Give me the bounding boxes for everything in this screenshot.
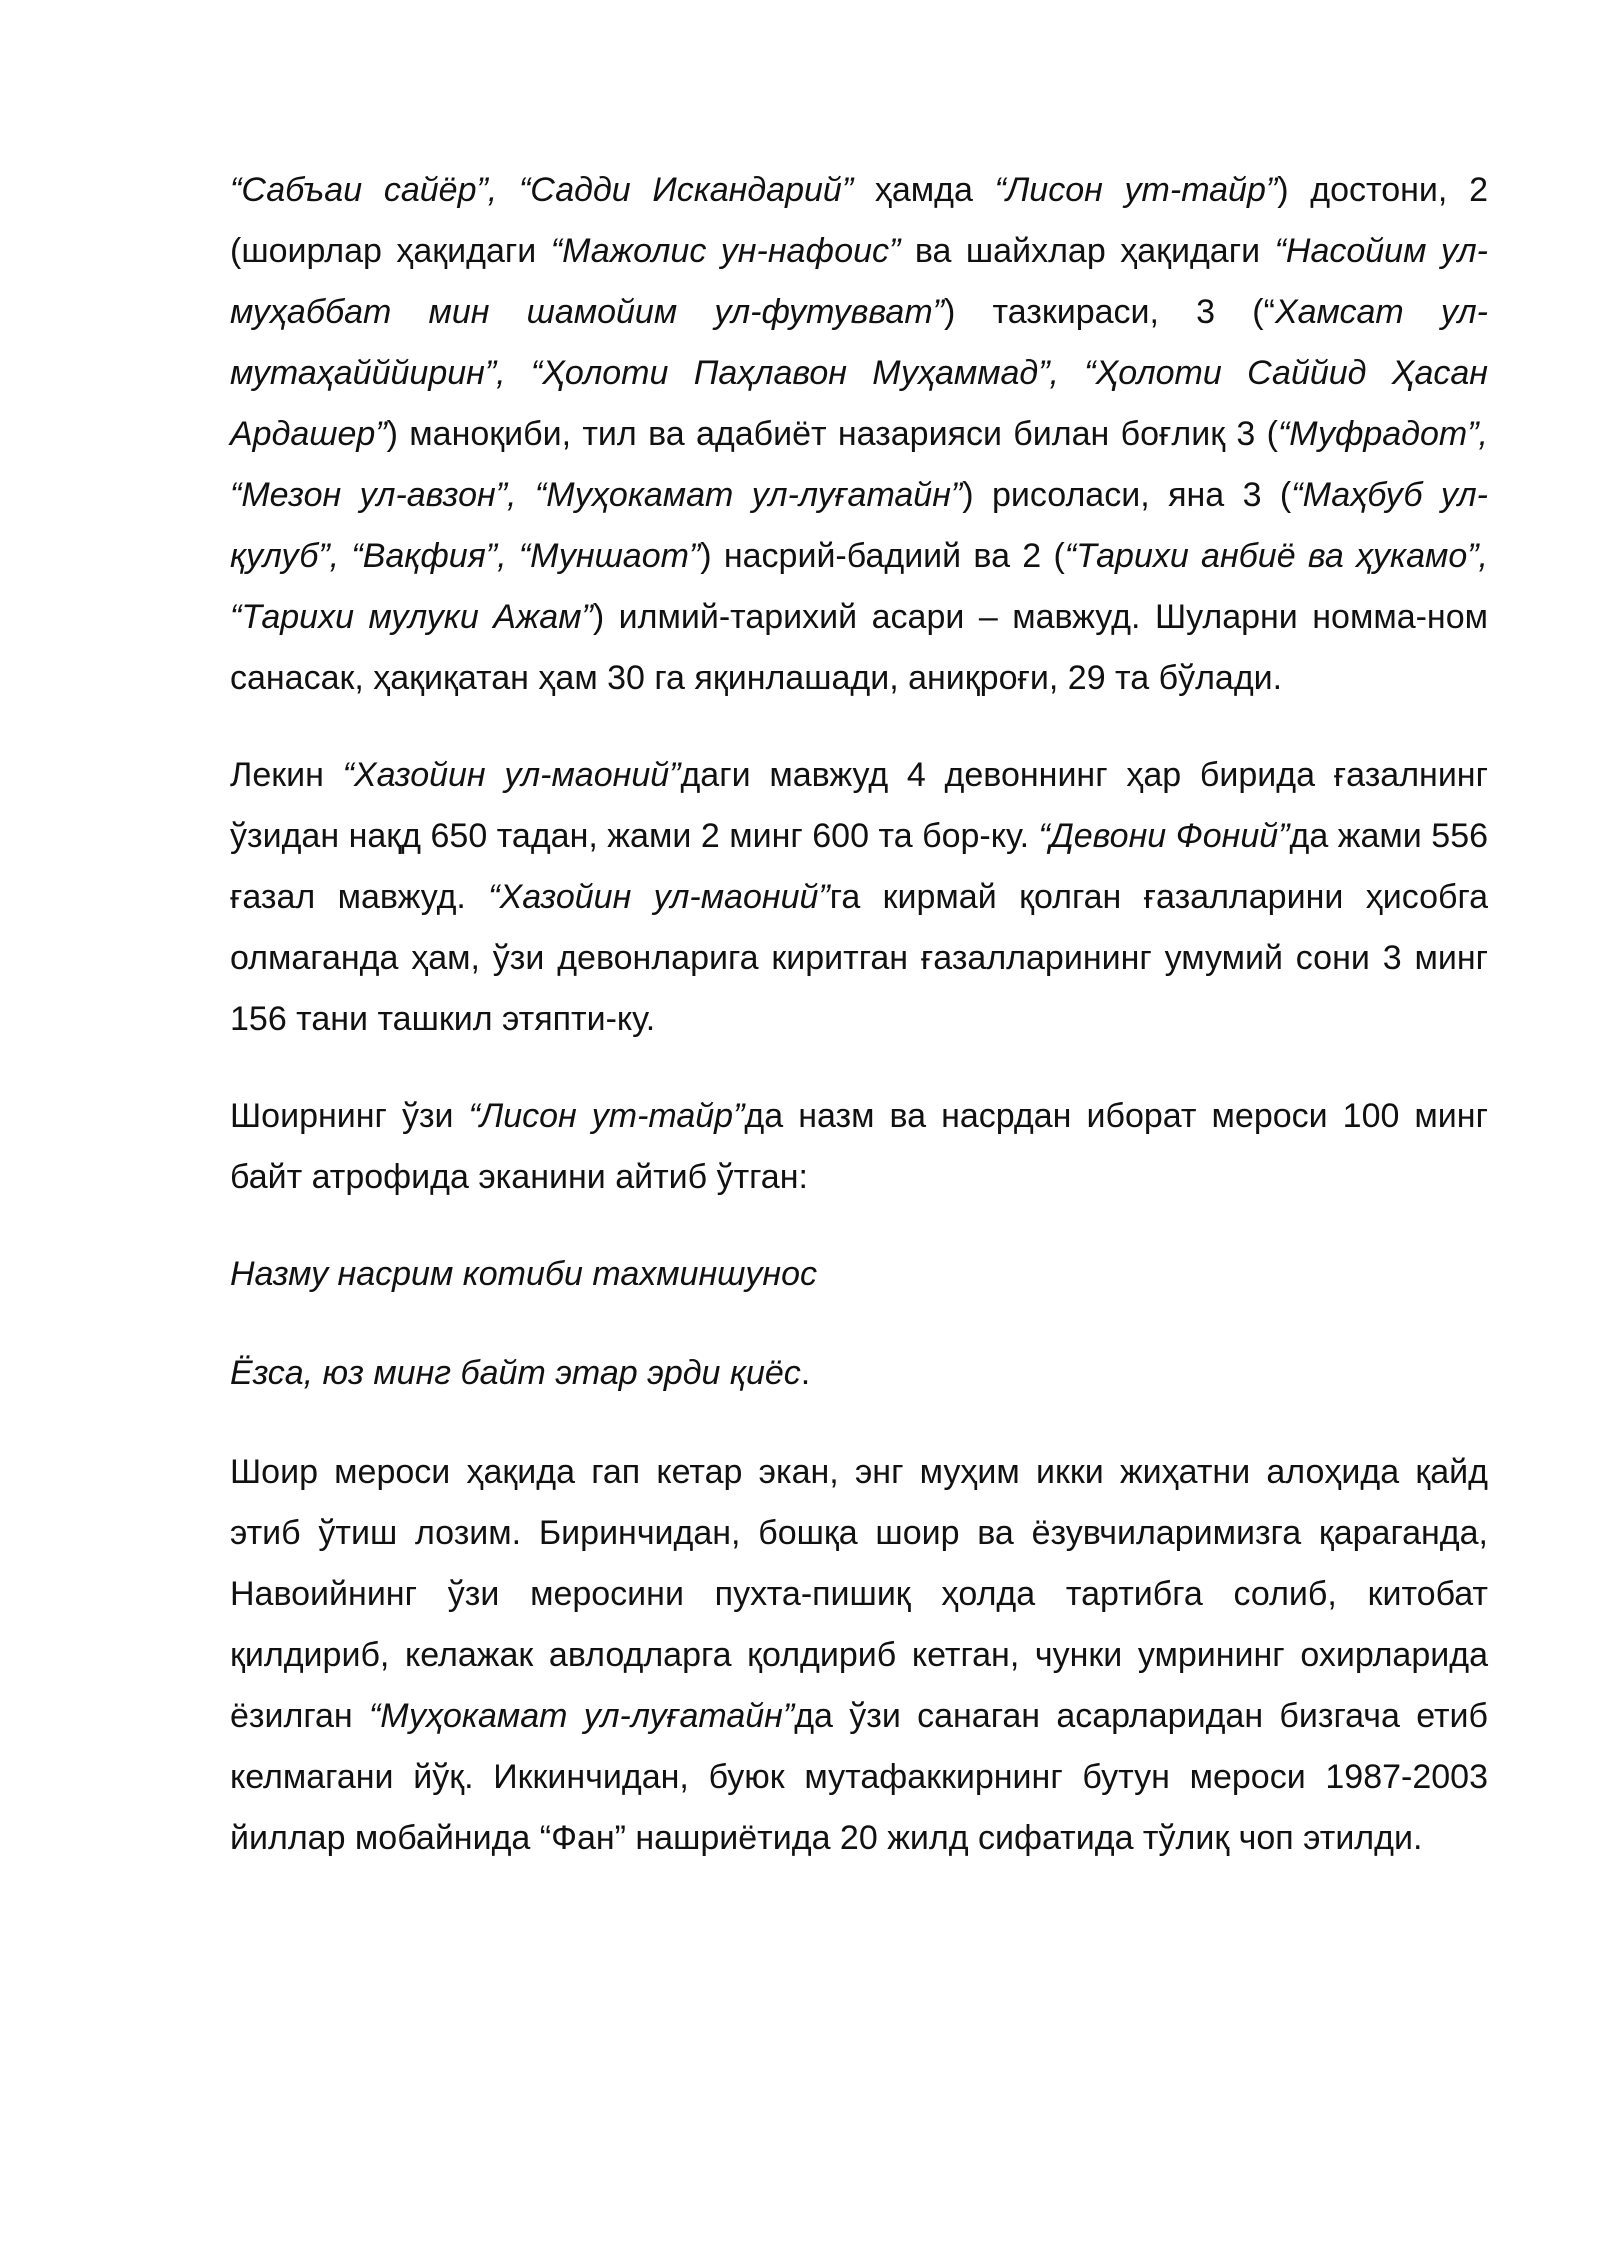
- text-segment: ҳамда: [853, 171, 995, 209]
- text-segment: “Сабъаи сайёр”, “Садди Искандарий”: [230, 171, 854, 209]
- text-segment: ) достони, 2 (шоирлар ҳақидаги: [230, 171, 1488, 270]
- paragraph-works-list: [230, 160, 1488, 709]
- text-segment: Шоир мероси ҳақида гап кетар экан, энг муҳим икки жиҳатни алоҳида қайд этиб ўтиш лозим. Биринчидан, бошқа шоир ва ёзувчиларимизга қараганда, Навоийнинг ўзи меросини пухта-пишиқ ҳолда тартибга солиб, китобат қилдириб, келажак авлодларга қолдириб кетган, чунки умрининг охирларида ёзилган: [230, 1453, 1488, 1735]
- text-segment: ) илмий-тарихий асари – мавжуд. Шуларни номма-ном санасак, ҳақиқатан ҳам 30 га яқинлашади, аниқроғи, 29 та бўлади.: [230, 598, 1488, 697]
- text-segment: “Хазойин ул-маоний”: [488, 878, 830, 916]
- text-segment: Шоирнинг ўзи: [230, 1097, 469, 1135]
- text-segment: “Муҳокамат ул-луғатайн”: [368, 1697, 795, 1735]
- text-segment: да жами 556 ғазал мавжуд.: [230, 817, 1489, 916]
- text-segment: Лекин: [230, 756, 343, 794]
- text-segment: даги мавжуд 4 девоннинг ҳар бирида ғазалнинг ўзидан нақд 650 тадан, жами 2 минг 600 та бор-ку.: [230, 756, 1488, 855]
- text-segment: да ўзи санаган асарларидан бизгача етиб келмагани йўқ. Иккинчидан, буюк мутафаккирнинг бутун мероси 1987-2003 йиллар мобайнида “Фан” нашриётида 20 жилд сифатида тўлиқ чоп этилди.: [230, 1697, 1489, 1857]
- text-segment: “Лисон ут-тайр”: [994, 171, 1278, 209]
- text-segment: ) рисоласи, яна 3 (: [962, 476, 1292, 514]
- text-segment: да назм ва насрдан иборат мероси 100 минг байт атрофида эканини айтиб ўтган:: [230, 1097, 1488, 1196]
- document-page: [230, 160, 1488, 1905]
- verse-line: [230, 1343, 1488, 1404]
- text-segment: га кирмай қолган ғазалларини ҳисобга олмаганда ҳам, ўзи девонларига киритган ғазалларининг умумий сони 3 минг 156 тани ташкил этяпти-ку.: [230, 878, 1489, 1038]
- text-segment: “Насойим ул-муҳаббат мин шамойим ул-футувват”: [230, 232, 1488, 331]
- text-segment: ) маноқиби, тил ва адабиёт назарияси билан боғлиқ 3 (: [386, 415, 1278, 453]
- paragraph-heritage-aspects: [230, 1442, 1488, 1869]
- text-segment: “Девони Фоний”: [1038, 817, 1290, 855]
- paragraph-ghazal-count: [230, 745, 1488, 1050]
- text-segment: “Лисон ут-тайр”: [468, 1097, 745, 1135]
- text-segment: “Хазойин ул-маоний”: [342, 756, 681, 794]
- text-segment: Ёзса, юз минг байт этар эрди қиёс: [230, 1354, 801, 1392]
- text-segment: “Маҳбуб ул-қулуб”, “Вақфия”, “Муншаот”: [230, 476, 1488, 575]
- paragraph-heritage-size: [230, 1086, 1488, 1208]
- text-segment: .: [800, 1354, 811, 1392]
- text-segment: ) тазкираси, 3 (“: [944, 293, 1275, 331]
- text-segment: Хамсат ул-мутаҳайййирин”, “Ҳолоти Паҳлавон Муҳаммад”, “Ҳолоти Саййид Ҳасан Ардашер”: [230, 293, 1489, 453]
- text-segment: “Мажолис ун-нафоис”: [550, 232, 901, 270]
- text-segment: ) насрий-бадиий ва 2 (: [700, 537, 1065, 575]
- text-segment: ва шайхлар ҳақидаги: [900, 232, 1275, 270]
- text-segment: “Муфрадот”, “Мезон ул-авзон”, “Муҳокамат ул-луғатайн”: [230, 415, 1488, 514]
- verse-line: [230, 1244, 1488, 1305]
- text-segment: Назму насрим котиби тахминшунос: [230, 1255, 817, 1293]
- text-segment: “Тарихи анбиё ва ҳукамо”, “Тарихи мулуки Ажам”: [230, 537, 1488, 636]
